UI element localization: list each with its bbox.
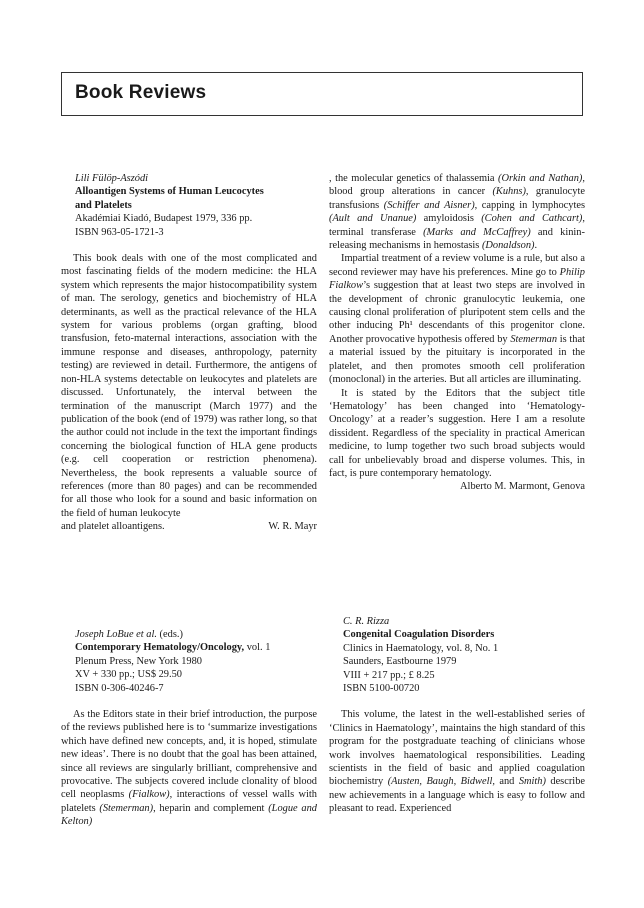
isbn-line: ISBN 0-306-40246-7 xyxy=(75,682,164,694)
isbn-line: ISBN 5100-00720 xyxy=(343,683,420,695)
review-hla-alloantigens xyxy=(61,172,317,534)
review-contemporary-hematology xyxy=(61,628,317,829)
editor-suffix: (eds.) xyxy=(156,629,183,640)
isbn-line: ISBN 963-05-1721-3 xyxy=(75,226,164,238)
review-body-part1: As the Editors state in their brief introduction, the purpose of the reviews published here is to ‘summarize investigations which have defined new concepts, and, it is hoped, stimulate new ideas’. There is no doubt that the goal has been attained, since all reviews are singularly brilliant, comprehensive and provocative. The subjects covered include clonality of blood cell neoplasms (Fialkow), interactions of vessel walls with platelets (Stemerman), heparin and complement (Logue and Kelton) xyxy=(61,709,318,828)
reviewer-signature: Alberto M. Marmont, Genova xyxy=(460,481,585,493)
review-last-line: and platelet alloantigens. xyxy=(61,521,165,533)
review-paragraph-3: It is stated by the Editors that the subject title ‘Hematology’ has been changed into ‘Hematology-Oncology’ at a reader’s suggestion. Here I am a resolute dissident. Regardless of the speciality in practical American medicine, to lump together two such broad subjects would call for unbelievably broad and disperse volumes. This, in fact, is pure contemporary hematology. xyxy=(329,387,585,479)
review-heading xyxy=(75,172,317,239)
book-title: Contemporary Hematology/Oncology, xyxy=(75,642,245,654)
publisher-line: Plenum Press, New York 1980 xyxy=(75,655,203,667)
review-author: C. R. Rizza xyxy=(343,616,390,627)
review-paragraph-2: Impartial treatment of a review volume is a rule, but also a second reviewer may have his preferences. Mine go to Philip Fialkow’s suggestion that at least two steps are involved in the development of chronic granulocytic leukemia, one causing clonal proliferation of pluripotent stem cells and the other inducing Ph¹ descendants of this progenitor clone. Another provocative hypothesis offered by Stemerman is that a material issued by the pituitary is incorporated in the platelet, and then promotes smooth cell proliferation (monoclonal) in the arteries. But all articles are illuminating. xyxy=(329,253,585,386)
volume-label: vol. 1 xyxy=(244,642,271,654)
publisher-line: Akadémiai Kiadó, Budapest 1979, 336 pp. xyxy=(75,213,253,225)
review-editor: Joseph LoBue et al. xyxy=(75,629,157,640)
reviewer-signature: W. R. Mayr xyxy=(268,521,317,533)
review-author: Lili Fülöp-Aszódi xyxy=(75,173,149,184)
review-body: This book deals with one of the most complicated and most fascinating fields of the modern medicine: the HLA system which represents the major histocompatibility system of man. The serology, genetics and biochemistry of HLA determinants, as well as the practical relevance of the HLA system for various problems (organ grafting, blood transfusion, feto-maternal interactions, association with the immune response and diseases, anthropology, paternity testing) are reviewed in detail. Furthermore, the antigens of non-HLA systems detectable on leukocytes and platelets are discussed. Unfortunately, the interval between the termination of the manuscript (March 1977) and the publication of the book (end of 1979) was rather long, so that the author could not include in the text the important findings concerning the biological function of HLA gene products (e.g. cell cooperation or restriction phenomena). Nevertheless, the book represents a valuable source of references (more than 80 pages) and can be recommended for all those who look for a sound and basic information on the field of human leukocyte xyxy=(61,253,317,519)
editor-line xyxy=(75,628,317,641)
series-line: Clinics in Haematology, vol. 8, No. 1 xyxy=(343,642,499,654)
book-title-continued: and Platelets xyxy=(75,199,132,211)
title-line xyxy=(75,641,317,654)
book-title: Alloantigen Systems of Human Leucocytes xyxy=(75,186,264,198)
section-header-box xyxy=(61,72,583,116)
review-closing xyxy=(61,520,317,533)
pages-price-line: VIII + 217 pp.; £ 8.25 xyxy=(343,669,435,681)
pages-price-line: XV + 330 pp.; US$ 29.50 xyxy=(75,669,182,681)
review-heading xyxy=(343,615,585,695)
review-contemporary-hematology-continued xyxy=(329,172,585,494)
book-title: Congenital Coagulation Disorders xyxy=(343,629,495,641)
review-body-continued: , the molecular genetics of thalassemia (Orkin and Nathan), blood group alterations in cancer (Kuhns), granulocyte transfusions (Schiffer and Aisner), capping in lymphocytes (Ault and Unanue) amyloidosis (Cohen and Cathcart), terminal transferase (Marks and McCaffrey) and kinin-releasing mechanisms in hemostasis (Donaldson). xyxy=(329,173,585,252)
review-body: This volume, the latest in the well-established series of ‘Clinics in Haematology’, maintains the high standard of this program for the postgraduate teaching of clinicians whose work involves haematological responsibilities. Leading scientists in the field of basic and applied coagulation biochemistry (Austen, Baugh, Bidwell, and Smith) describe new achievements in a language which is easy to follow and pleasant to read. Experienced xyxy=(329,709,585,815)
publisher-line: Saunders, Eastbourne 1979 xyxy=(343,656,457,668)
review-heading xyxy=(75,628,317,695)
section-title: Book Reviews xyxy=(75,82,207,103)
review-congenital-coagulation xyxy=(329,615,585,816)
